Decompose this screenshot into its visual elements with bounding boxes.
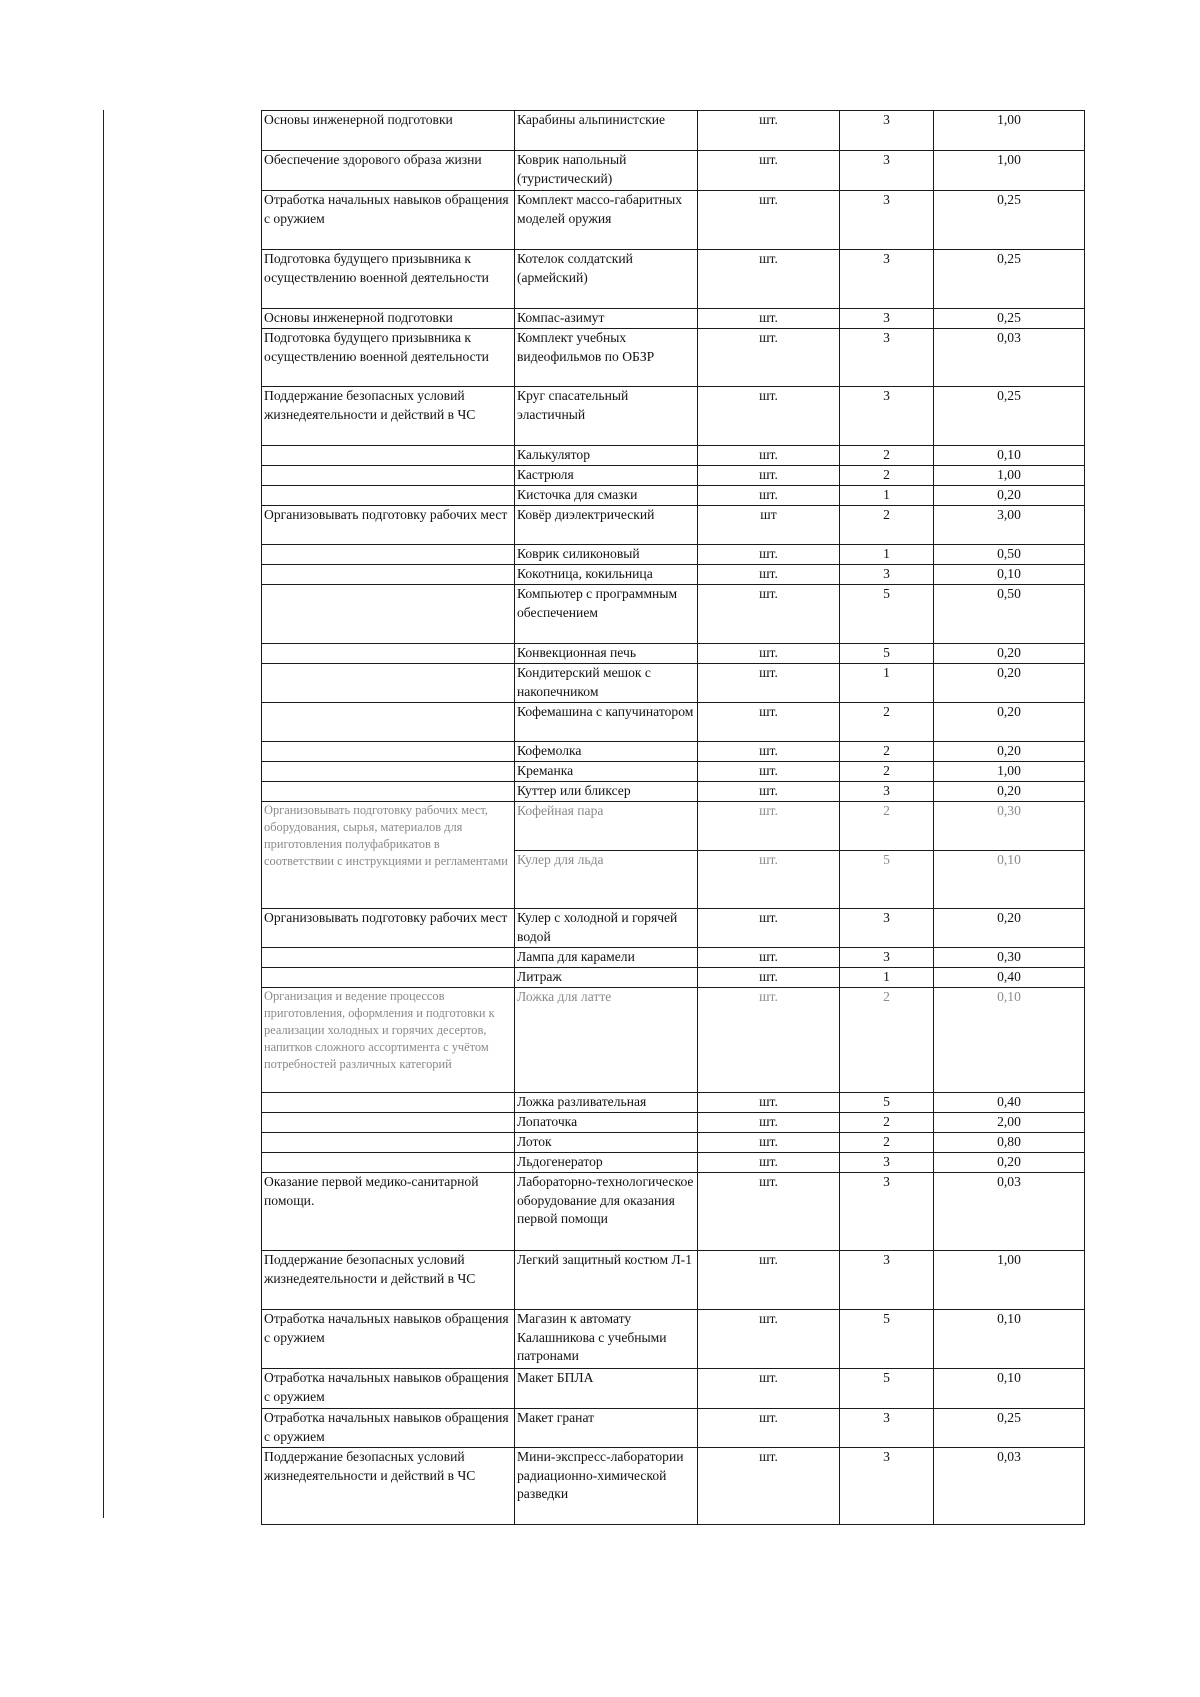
table-row [262, 948, 1085, 968]
item-name-cell: Кастрюля [515, 466, 698, 486]
norm-cell: 0,25 [934, 250, 1085, 309]
quantity-cell: 3 [840, 387, 934, 446]
unit-cell: шт. [698, 545, 840, 565]
quantity-cell: 5 [840, 1369, 934, 1409]
norm-cell: 0,30 [934, 948, 1085, 968]
quantity-cell: 3 [840, 1409, 934, 1448]
unit-cell: шт. [698, 968, 840, 988]
unit-cell: шт. [698, 250, 840, 309]
norm-cell: 0,80 [934, 1133, 1085, 1153]
item-name-cell: Кондитерский мешок с накопечником [515, 664, 698, 703]
item-name-cell: Креманка [515, 762, 698, 782]
table-row [262, 1409, 1085, 1448]
unit-cell: шт. [698, 664, 840, 703]
item-name-cell: Карабины альпинистские [515, 111, 698, 151]
unit-cell: шт. [698, 151, 840, 191]
unit-cell: шт. [698, 988, 840, 1093]
item-name-cell: Лампа для карамели [515, 948, 698, 968]
quantity-cell: 2 [840, 446, 934, 466]
item-name-cell: Комплект учебных видеофильмов по ОБЗР [515, 329, 698, 387]
unit-cell: шт. [698, 1310, 840, 1369]
norm-cell: 3,00 [934, 506, 1085, 545]
unit-cell: шт. [698, 1409, 840, 1448]
table-row [262, 506, 1085, 545]
item-name-cell: Мини-экспресс-лаборатории радиационно-химической разведки [515, 1448, 698, 1525]
unit-cell: шт. [698, 703, 840, 742]
unit-cell: шт. [698, 909, 840, 948]
norm-cell: 0,03 [934, 1448, 1085, 1525]
quantity-cell: 1 [840, 545, 934, 565]
section-cell [262, 565, 515, 585]
norm-cell: 0,10 [934, 1310, 1085, 1369]
section-cell [262, 585, 515, 644]
quantity-cell: 5 [840, 1310, 934, 1369]
quantity-cell: 2 [840, 762, 934, 782]
section-cell [262, 446, 515, 466]
table-row [262, 1310, 1085, 1369]
item-name-cell: Магазин к автомату Калашникова с учебными патронами [515, 1310, 698, 1369]
section-cell: Организовывать подготовку рабочих мест, оборудования, сырья, материалов для приготовления полуфабрикатов в соответствии с инструкциями и регламентами [262, 802, 515, 909]
table-row [262, 486, 1085, 506]
table-row [262, 1173, 1085, 1251]
section-cell: Отработка начальных навыков обращения с оружием [262, 1369, 515, 1409]
unit-cell: шт. [698, 1093, 840, 1113]
unit-cell: шт. [698, 782, 840, 802]
section-cell: Основы инженерной подготовки [262, 309, 515, 329]
quantity-cell: 2 [840, 1133, 934, 1153]
table-row [262, 742, 1085, 762]
item-name-cell: Кулер с холодной и горячей водой [515, 909, 698, 948]
quantity-cell: 1 [840, 664, 934, 703]
norm-cell: 0,20 [934, 644, 1085, 664]
section-cell: Организовывать подготовку рабочих мест [262, 909, 515, 948]
norm-cell: 1,00 [934, 466, 1085, 486]
quantity-cell: 2 [840, 506, 934, 545]
quantity-cell: 3 [840, 909, 934, 948]
table-row [262, 782, 1085, 802]
unit-cell: шт. [698, 565, 840, 585]
unit-cell: шт. [698, 802, 840, 851]
norm-cell: 0,20 [934, 664, 1085, 703]
section-cell [262, 486, 515, 506]
quantity-cell: 3 [840, 1251, 934, 1310]
quantity-cell: 1 [840, 968, 934, 988]
norm-cell: 0,10 [934, 851, 1085, 909]
table-row [262, 1153, 1085, 1173]
unit-cell: шт. [698, 1251, 840, 1310]
item-name-cell: Компьютер с программным обеспечением [515, 585, 698, 644]
norm-cell: 0,30 [934, 802, 1085, 851]
table-row [262, 968, 1085, 988]
item-name-cell: Лабораторно-технологическое оборудование для оказания первой помощи [515, 1173, 698, 1251]
unit-cell: шт. [698, 1153, 840, 1173]
section-cell [262, 545, 515, 565]
quantity-cell: 3 [840, 1448, 934, 1525]
norm-cell: 0,20 [934, 742, 1085, 762]
norm-cell: 0,10 [934, 988, 1085, 1093]
item-name-cell: Коврик силиконовый [515, 545, 698, 565]
quantity-cell: 3 [840, 111, 934, 151]
item-name-cell: Литраж [515, 968, 698, 988]
item-name-cell: Лопаточка [515, 1113, 698, 1133]
norm-cell: 0,25 [934, 309, 1085, 329]
unit-cell: шт. [698, 329, 840, 387]
item-name-cell: Ложка разливательная [515, 1093, 698, 1113]
unit-cell: шт. [698, 644, 840, 664]
table-row [262, 250, 1085, 309]
table-row [262, 565, 1085, 585]
section-cell: Организовывать подготовку рабочих мест [262, 506, 515, 545]
item-name-cell: Ложка для латте [515, 988, 698, 1093]
unit-cell: шт. [698, 762, 840, 782]
table-row [262, 909, 1085, 948]
table-row [262, 988, 1085, 1093]
table-row [262, 309, 1085, 329]
unit-cell: шт. [698, 1369, 840, 1409]
section-cell: Оказание первой медико-санитарной помощи. [262, 1173, 515, 1251]
item-name-cell: Конвекционная печь [515, 644, 698, 664]
table-row [262, 1133, 1085, 1153]
norm-cell: 2,00 [934, 1113, 1085, 1133]
item-name-cell: Кофемашина с капучинатором [515, 703, 698, 742]
item-name-cell: Круг спасательный эластичный [515, 387, 698, 446]
unit-cell: шт. [698, 1113, 840, 1133]
norm-cell: 0,03 [934, 329, 1085, 387]
item-name-cell: Лоток [515, 1133, 698, 1153]
quantity-cell: 2 [840, 1113, 934, 1133]
table-row [262, 151, 1085, 191]
unit-cell: шт. [698, 1173, 840, 1251]
section-cell: Поддержание безопасных условий жизнедеятельности и действий в ЧС [262, 1251, 515, 1310]
norm-cell: 0,10 [934, 1369, 1085, 1409]
table-row [262, 802, 1085, 851]
norm-cell: 0,20 [934, 909, 1085, 948]
norm-cell: 0,20 [934, 703, 1085, 742]
table-row [262, 387, 1085, 446]
norm-cell: 0,03 [934, 1173, 1085, 1251]
item-name-cell: Котелок солдатский (армейский) [515, 250, 698, 309]
table-row [262, 1369, 1085, 1409]
item-name-cell: Коврик напольный (туристический) [515, 151, 698, 191]
quantity-cell: 2 [840, 742, 934, 762]
unit-cell: шт. [698, 387, 840, 446]
quantity-cell: 2 [840, 466, 934, 486]
section-cell [262, 703, 515, 742]
unit-cell: шт [698, 506, 840, 545]
section-cell [262, 644, 515, 664]
norm-cell: 0,50 [934, 545, 1085, 565]
item-name-cell: Кисточка для смазки [515, 486, 698, 506]
quantity-cell: 2 [840, 988, 934, 1093]
item-name-cell: Ковёр диэлектрический [515, 506, 698, 545]
norm-cell: 0,25 [934, 191, 1085, 250]
norm-cell: 0,10 [934, 446, 1085, 466]
table-row [262, 1251, 1085, 1310]
unit-cell: шт. [698, 1133, 840, 1153]
item-name-cell: Кокотница, кокильница [515, 565, 698, 585]
table-row [262, 703, 1085, 742]
section-cell [262, 1153, 515, 1173]
norm-cell: 0,20 [934, 1153, 1085, 1173]
unit-cell: шт. [698, 742, 840, 762]
table-row [262, 466, 1085, 486]
section-cell [262, 1133, 515, 1153]
quantity-cell: 1 [840, 486, 934, 506]
unit-cell: шт. [698, 851, 840, 909]
norm-cell: 0,20 [934, 782, 1085, 802]
section-cell: Поддержание безопасных условий жизнедеятельности и действий в ЧС [262, 387, 515, 446]
page-margin-line [103, 110, 104, 1518]
table-row [262, 1448, 1085, 1525]
item-name-cell: Макет БПЛА [515, 1369, 698, 1409]
quantity-cell: 3 [840, 782, 934, 802]
section-cell [262, 1093, 515, 1113]
unit-cell: шт. [698, 585, 840, 644]
quantity-cell: 3 [840, 250, 934, 309]
unit-cell: шт. [698, 111, 840, 151]
section-cell [262, 664, 515, 703]
section-cell [262, 466, 515, 486]
quantity-cell: 5 [840, 1093, 934, 1113]
quantity-cell: 3 [840, 329, 934, 387]
section-cell [262, 968, 515, 988]
table-row [262, 111, 1085, 151]
quantity-cell: 3 [840, 948, 934, 968]
item-name-cell: Кулер для льда [515, 851, 698, 909]
table-row [262, 191, 1085, 250]
quantity-cell: 5 [840, 585, 934, 644]
section-cell: Подготовка будущего призывника к осуществлению военной деятельности [262, 329, 515, 387]
quantity-cell: 3 [840, 151, 934, 191]
table-row [262, 545, 1085, 565]
table-row [262, 329, 1085, 387]
norm-cell: 0,50 [934, 585, 1085, 644]
item-name-cell: Макет гранат [515, 1409, 698, 1448]
table-row [262, 762, 1085, 782]
table-row [262, 644, 1085, 664]
section-cell: Основы инженерной подготовки [262, 111, 515, 151]
item-name-cell: Кофемолка [515, 742, 698, 762]
unit-cell: шт. [698, 309, 840, 329]
section-cell [262, 762, 515, 782]
quantity-cell: 3 [840, 1173, 934, 1251]
section-cell: Подготовка будущего призывника к осуществлению военной деятельности [262, 250, 515, 309]
norm-cell: 0,25 [934, 387, 1085, 446]
section-cell [262, 1113, 515, 1133]
section-cell: Обеспечение здорового образа жизни [262, 151, 515, 191]
item-name-cell: Легкий защитный костюм Л-1 [515, 1251, 698, 1310]
unit-cell: шт. [698, 948, 840, 968]
unit-cell: шт. [698, 1448, 840, 1525]
norm-cell: 1,00 [934, 111, 1085, 151]
quantity-cell: 3 [840, 1153, 934, 1173]
table-row [262, 664, 1085, 703]
quantity-cell: 3 [840, 565, 934, 585]
norm-cell: 1,00 [934, 762, 1085, 782]
unit-cell: шт. [698, 446, 840, 466]
table-row [262, 446, 1085, 466]
quantity-cell: 5 [840, 851, 934, 909]
item-name-cell: Льдогенератор [515, 1153, 698, 1173]
norm-cell: 0,10 [934, 565, 1085, 585]
quantity-cell: 5 [840, 644, 934, 664]
unit-cell: шт. [698, 191, 840, 250]
norm-cell: 0,20 [934, 486, 1085, 506]
table-row [262, 1093, 1085, 1113]
quantity-cell: 3 [840, 191, 934, 250]
norm-cell: 0,40 [934, 968, 1085, 988]
table-row [262, 1113, 1085, 1133]
table-row [262, 585, 1085, 644]
norm-cell: 1,00 [934, 151, 1085, 191]
unit-cell: шт. [698, 466, 840, 486]
unit-cell: шт. [698, 486, 840, 506]
item-name-cell: Компас-азимут [515, 309, 698, 329]
section-cell [262, 782, 515, 802]
quantity-cell: 3 [840, 309, 934, 329]
section-cell: Отработка начальных навыков обращения с оружием [262, 191, 515, 250]
item-name-cell: Кофейная пара [515, 802, 698, 851]
section-cell [262, 742, 515, 762]
norm-cell: 0,40 [934, 1093, 1085, 1113]
section-cell: Поддержание безопасных условий жизнедеятельности и действий в ЧС [262, 1448, 515, 1525]
item-name-cell: Калькулятор [515, 446, 698, 466]
section-cell [262, 948, 515, 968]
item-name-cell: Комплект массо-габаритных моделей оружия [515, 191, 698, 250]
norm-cell: 1,00 [934, 1251, 1085, 1310]
norm-cell: 0,25 [934, 1409, 1085, 1448]
equipment-table [261, 110, 1085, 1525]
item-name-cell: Куттер или бликсер [515, 782, 698, 802]
section-cell: Отработка начальных навыков обращения с оружием [262, 1310, 515, 1369]
quantity-cell: 2 [840, 703, 934, 742]
quantity-cell: 2 [840, 802, 934, 851]
section-cell: Организация и ведение процессов приготовления, оформления и подготовки к реализации холодных и горячих десертов, напитков сложного ассортимента с учётом потребностей различных категорий [262, 988, 515, 1093]
section-cell: Отработка начальных навыков обращения с оружием [262, 1409, 515, 1448]
